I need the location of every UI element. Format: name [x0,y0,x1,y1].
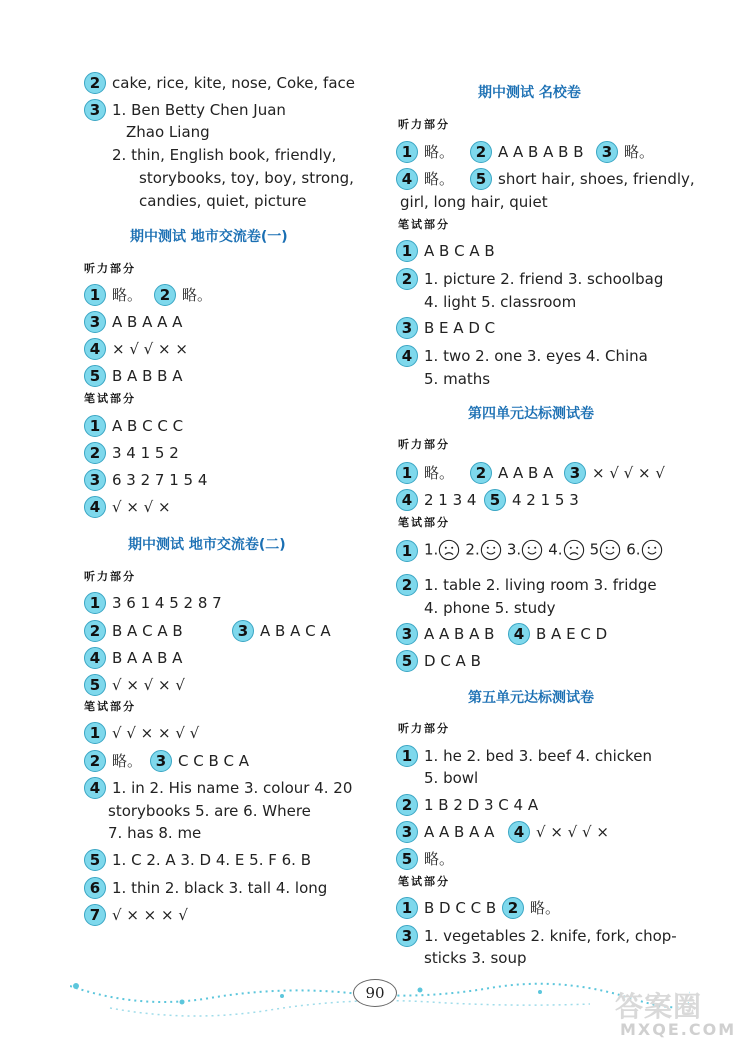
answer-text: √ × √ × √ [112,676,185,694]
answer-text: Zhao Liang [126,123,210,141]
item-number-badge: 4 [84,777,106,799]
answer-text: √ × × × √ [112,906,188,924]
item-number-badge: 1 [84,284,106,306]
listening-label: 听力部分 [84,570,136,583]
item-number-badge: 1 [84,722,106,744]
writing-label: 笔试部分 [84,700,136,713]
answer-text: 1. table 2. living room 3. fridge [424,576,657,594]
item-number-badge: 3 [84,311,106,333]
item-number-badge: 4 [396,345,418,367]
answer-text: 3 4 1 5 2 [112,444,179,462]
watermark-logo: 答案圈 [615,990,703,1023]
answer-text: 1. C 2. A 3. D 4. E 5. F 6. B [112,851,311,869]
writing-label: 笔试部分 [84,392,136,405]
writing-label: 笔试部分 [398,875,450,888]
answer-text: 1. [424,540,439,559]
section-title: 第四单元达标测试卷 [468,406,594,422]
item-number-badge: 3 [564,462,586,484]
answer-text: girl, long hair, quiet [400,193,548,211]
face-answers [424,539,663,561]
answer-text: 2. thin, English book, friendly, [112,146,337,164]
answer-text: 略。 [112,752,143,770]
answer-text: B A E C D [536,625,608,643]
answer-text: √ × √ √ × [536,823,609,841]
page-number: 90 [353,979,397,1007]
answer-text: candies, quiet, picture [139,192,307,210]
happy-face-icon [521,539,543,561]
item-number-badge: 2 [396,574,418,596]
item-number-badge: 3 [232,620,254,642]
item-number-badge: 3 [396,317,418,339]
answer-text: × √ √ × √ [592,464,665,482]
answer-text: B E A D C [424,319,496,337]
answer-text: 5. bowl [424,769,479,787]
answer-text: B D C C B [424,899,497,917]
item-number-badge: 4 [84,647,106,669]
item-number-badge: 7 [84,904,106,926]
item-number-badge: 2 [470,462,492,484]
answer-text: 3 6 1 4 5 2 8 7 [112,594,222,612]
answer-text: A B A C A [260,622,331,640]
section-title: 期中测试 地市交流卷(一) [130,229,288,245]
answer-text: 6 3 2 7 1 5 4 [112,471,208,489]
answer-text: 略。 [424,464,455,482]
answer-text: 略。 [424,170,455,188]
item-number-badge: 1 [84,415,106,437]
item-number-badge: 5 [84,674,106,696]
item-number-badge: 1 [396,745,418,767]
section-title: 第五单元达标测试卷 [468,690,594,706]
answer-text: short hair, shoes, friendly, [498,170,695,188]
answer-text: A B A A A [112,313,183,331]
item-number-badge: 2 [84,750,106,772]
section-title: 期中测试 地市交流卷(二) [128,537,286,553]
item-number-badge: 4 [396,168,418,190]
answer-text: sticks 3. soup [424,949,527,967]
watermark-url: MXQE.COM [620,1020,737,1039]
answer-text: 4. phone 5. study [424,599,556,617]
item-number-badge: 3 [396,821,418,843]
writing-label: 笔试部分 [398,218,450,231]
listening-label: 听力部分 [84,262,136,275]
happy-face-icon [480,539,502,561]
item-number-badge: 4 [508,821,530,843]
answer-text: 3. [506,540,522,559]
answer-text: B A B B A [112,367,183,385]
item-number-badge: 5 [396,650,418,672]
answer-text: √ × √ × [112,498,171,516]
item-number-badge: 1 [84,592,106,614]
answer-text: 5. maths [424,370,491,388]
section-title: 期中测试 名校卷 [478,85,581,101]
sad-face-icon [563,539,585,561]
listening-label: 听力部分 [398,722,450,735]
listening-label: 听力部分 [398,118,450,131]
item-number-badge: 5 [470,168,492,190]
answer-text: A A B A [498,464,554,482]
item-number-badge: 1 [396,240,418,262]
item-number-badge: 4 [84,338,106,360]
answer-text: 略。 [424,850,455,868]
answer-text: 略。 [182,286,213,304]
item-number-badge: 4 [396,489,418,511]
item-number-badge: 2 [84,72,106,94]
answer-text: cake, rice, kite, nose, Coke, face [112,74,355,92]
item-number-badge: 3 [150,750,172,772]
item-number-badge: 5 [484,489,506,511]
answer-text: 略。 [530,899,561,917]
answer-text: 1. thin 2. black 3. tall 4. long [112,879,328,897]
answer-text: 2 1 3 4 [424,491,477,509]
answer-text: 1. Ben Betty Chen Juan [112,101,286,119]
answer-text: storybooks 5. are 6. Where [108,802,311,820]
item-number-badge: 2 [396,268,418,290]
item-number-badge: 3 [84,469,106,491]
item-number-badge: 2 [470,141,492,163]
item-number-badge: 3 [396,925,418,947]
answer-text: 1. he 2. bed 3. beef 4. chicken [424,747,652,765]
answer-text: 1. in 2. His name 3. colour 4. 20 [112,779,353,797]
item-number-badge: 1 [396,540,418,562]
item-number-badge: 2 [396,794,418,816]
item-number-badge: 2 [84,442,106,464]
item-number-badge: 3 [396,623,418,645]
answer-text: √ √ × × √ √ [112,724,200,742]
answer-text: storybooks, toy, boy, strong, [139,169,354,187]
answer-text: A A B A B [424,625,495,643]
answer-text: 7. has 8. me [108,824,202,842]
item-number-badge: 4 [508,623,530,645]
happy-face-icon [599,539,621,561]
item-number-badge: 5 [84,365,106,387]
item-number-badge: 1 [396,141,418,163]
answer-text: 略。 [624,143,655,161]
item-number-badge: 5 [396,848,418,870]
answer-text: 1. vegetables 2. knife, fork, chop- [424,927,677,945]
answer-text: 4. [548,540,563,559]
answer-text: × √ √ × × [112,340,188,358]
answer-text: 1. picture 2. friend 3. schoolbag [424,270,664,288]
listening-label: 听力部分 [398,438,450,451]
happy-face-icon [641,539,663,561]
writing-label: 笔试部分 [398,516,450,529]
item-number-badge: 3 [596,141,618,163]
answer-text: 略。 [112,286,143,304]
answer-text: A B C C C [112,417,184,435]
answer-text: A B C A B [424,242,495,260]
item-number-badge: 2 [84,620,106,642]
answer-text: 2. [465,540,480,559]
item-number-badge: 1 [396,897,418,919]
item-number-badge: 4 [84,496,106,518]
sad-face-icon [438,539,460,561]
answer-text: A A B A A [424,823,495,841]
answer-text: A A B A B B [498,143,584,161]
answer-text: B A C A B [112,622,183,640]
answer-text: C C B C A [178,752,250,770]
item-number-badge: 2 [154,284,176,306]
answer-text: 4 2 1 5 3 [512,491,579,509]
answer-text: 6. [626,540,641,559]
answer-text: 略。 [424,143,455,161]
item-number-badge: 6 [84,877,106,899]
item-number-badge: 2 [502,897,524,919]
answer-text: D C A B [424,652,481,670]
item-number-badge: 5 [84,849,106,871]
answer-text: B A A B A [112,649,183,667]
answer-text: 1. two 2. one 3. eyes 4. China [424,347,648,365]
item-number-badge: 1 [396,462,418,484]
item-number-badge: 3 [84,99,106,121]
answer-text: 4. light 5. classroom [424,293,577,311]
answer-text: 1 B 2 D 3 C 4 A [424,796,539,814]
answer-text: 5 [589,540,600,559]
